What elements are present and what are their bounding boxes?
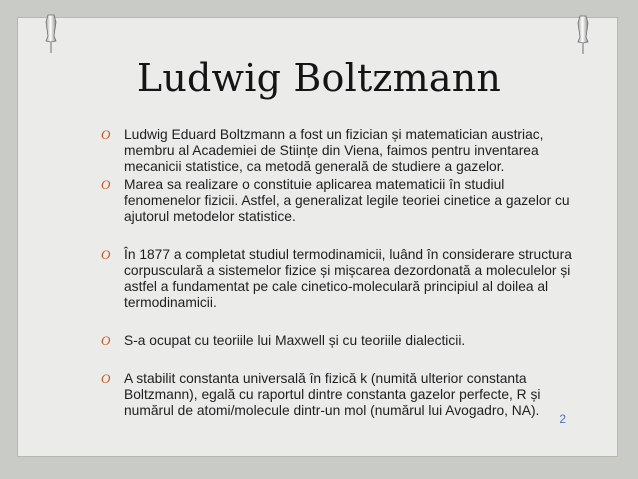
- bullet-item-1: [101, 127, 575, 175]
- bullet-item-3: [101, 247, 575, 311]
- pushpin-right-icon: [574, 15, 592, 55]
- bullet-marker-icon: O: [101, 177, 111, 192]
- bullet-text: Marea sa realizare o constituie aplicarea matematicii în studiul fenomenelor fizicii. Astfel, a generalizat legile teoriei cinetice a gazelor cu ajutorul metodelor statistice.: [124, 177, 570, 224]
- bullet-item-2: [101, 177, 575, 225]
- bullet-marker-icon: O: [101, 333, 111, 348]
- bullet-text: A stabilit constanta universală în fizică k (numită ulterior constanta Boltzmann), egală cu raportul dintre constanta gazelor perfecte, R și numărul de atomi/molecule dintr-un mol (numărul lui Avogadro, NA).: [124, 371, 541, 418]
- bullet-marker-icon: O: [101, 127, 111, 142]
- bullet-marker-icon: O: [101, 371, 111, 386]
- bullet-item-5: [101, 371, 575, 419]
- bullet-text: Ludwig Eduard Boltzmann a fost un fizician și matematician austriac, membru al Academiei de Stiințe din Viena, faimos pentru inventarea mecanicii statistice, ca metodă generală de studiere a gazelor.: [124, 127, 544, 174]
- bullet-item-4: [101, 333, 575, 349]
- bullet-text: În 1877 a completat studiul termodinamicii, luând în considerare structura corpusculară a sistemelor fizice și mișcarea dezordonată a moleculelor și astfel a fundamentat pe cale cinetico-moleculară principiul al doilea al termodinamicii.: [124, 247, 572, 310]
- slide-title: Ludwig Boltzmann: [136, 56, 502, 100]
- page-number: 2: [559, 412, 566, 426]
- pushpin-left-icon: [42, 14, 60, 54]
- bullet-list: [101, 127, 575, 419]
- bullet-text: S-a ocupat cu teoriile lui Maxwell și cu teoriile dialecticii.: [124, 333, 466, 348]
- bullet-marker-icon: O: [101, 247, 111, 262]
